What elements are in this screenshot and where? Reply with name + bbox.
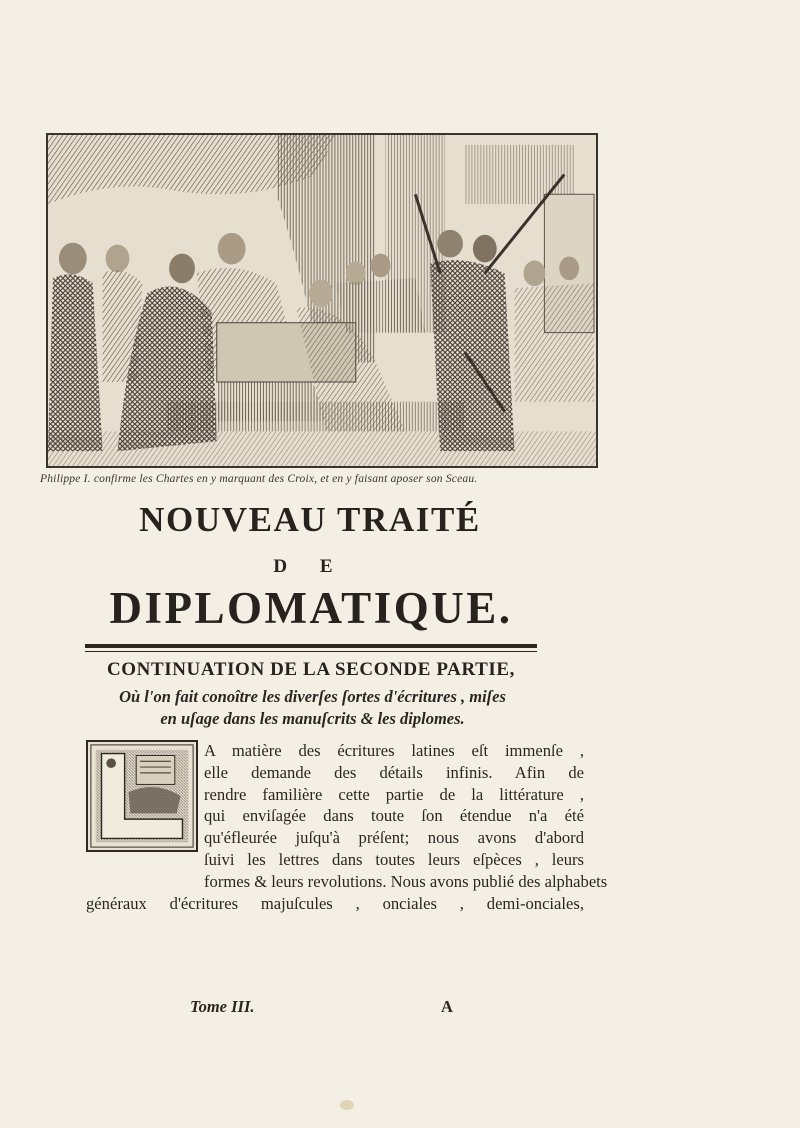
body-line: formes & leurs revolutions. Nous avons publié des alphabets — [204, 871, 608, 891]
subtitle-line-2: en uſage dans les manuſcrits & les diplomes. — [160, 709, 465, 728]
section-heading: CONTINUATION DE LA SECONDE PARTIE, — [106, 659, 516, 680]
title-line-de: D E — [273, 556, 347, 577]
body-line: rendre familière cette partie de la littérature , — [204, 784, 584, 804]
section-subtitle — [55, 686, 570, 730]
body-line: ſuivi les lettres dans toutes leurs eſpèces , leurs — [204, 849, 584, 869]
engraving-illustration — [48, 135, 596, 466]
frontispiece-engraving — [46, 133, 598, 468]
signature-mark: A — [441, 997, 453, 1016]
body-line: qu'éfleurée juſqu'à préſent; nous avons d'abord — [204, 828, 584, 848]
double-rule-divider — [85, 644, 537, 652]
body-line: généraux d'écritures majuſcules , onciales , demi-onciales, — [86, 893, 584, 913]
title-line-nouveau-traite: NOUVEAU TRAITÉ — [139, 500, 481, 539]
body-line: A matière des écritures latines eſt immenſe , — [204, 741, 584, 760]
subtitle-line-1: Où l'on fait conoître les diverſes ſortes d'écritures , miſes — [119, 687, 506, 706]
initial-spacer — [86, 740, 204, 871]
body-paragraph — [86, 740, 608, 914]
title-line-diplomatique: DIPLOMATIQUE. — [109, 583, 513, 633]
engraving-caption: Philippe I. confirme les Chartes en y marquant des Croix, et en y faisant aposer son Sceau. — [40, 473, 478, 485]
body-line: qui enviſagée dans toute ſon étendue n'a été — [204, 806, 584, 826]
body-line: elle demande des détails infinis. Afin de — [204, 762, 584, 782]
volume-label: Tome III. — [190, 997, 255, 1016]
paper-stain — [340, 1100, 354, 1110]
